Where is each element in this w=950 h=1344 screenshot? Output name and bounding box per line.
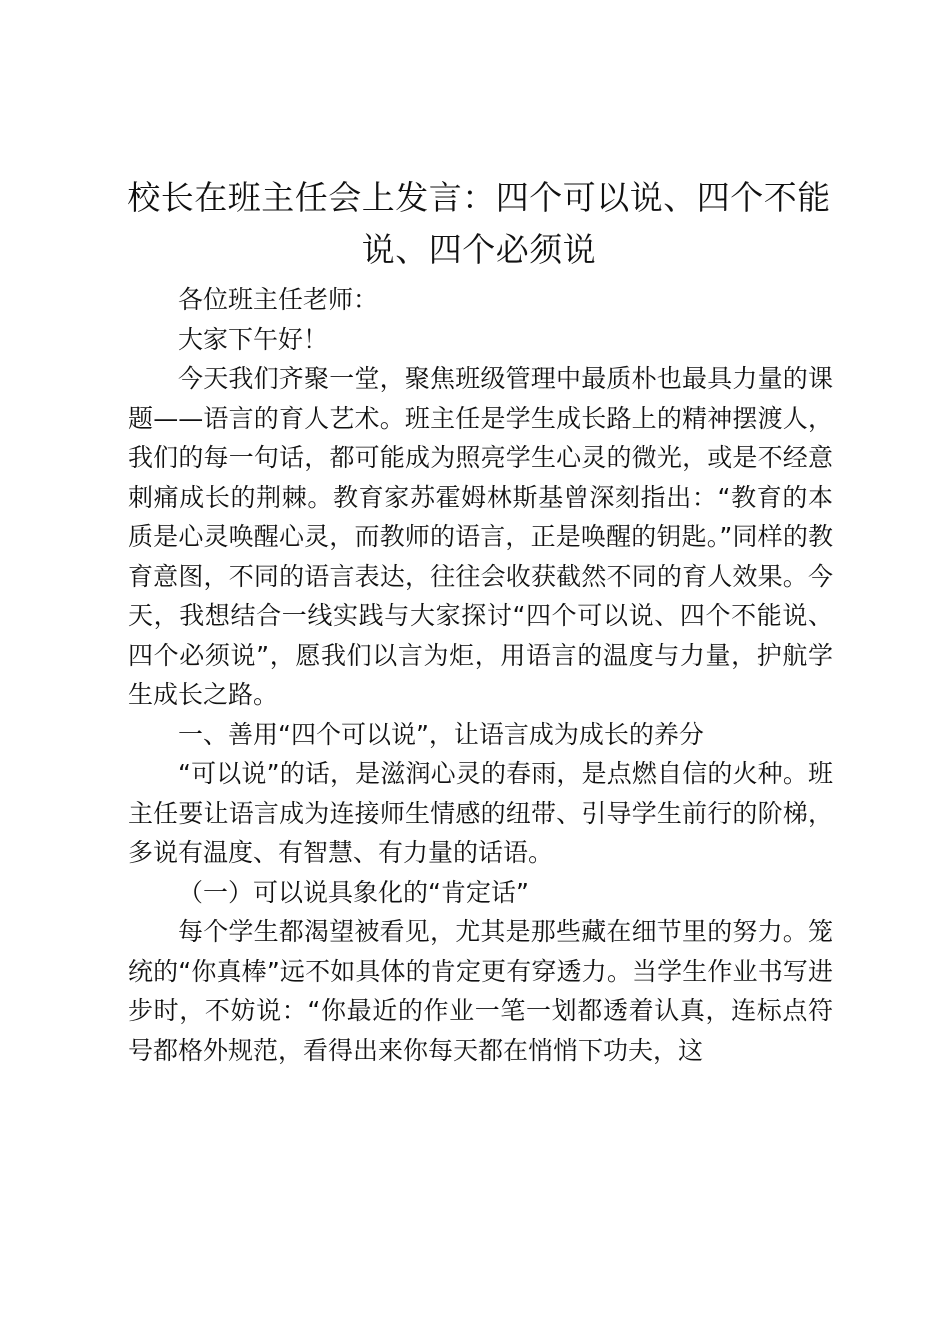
salutation: 各位班主任老师： — [178, 285, 379, 314]
section-heading: 一、善用“四个可以说”，让语言成为成长的养分 — [178, 719, 704, 749]
section-paragraph: “可以说”的话，是滋润心灵的春雨，是点燃自信的火种。班主任要让语言成为连接师生情感的纽带、引导学生前行的阶梯，多说有温度、有智慧、有力量的话语。 — [128, 759, 833, 867]
subsection-heading: （一）可以说具象化的“肯定话” — [178, 877, 529, 907]
greeting: 大家下午好！ — [178, 324, 329, 354]
document-title: 校长在班主任会上发言：四个可以说、四个不能说、四个必须说 — [127, 178, 831, 269]
document-body — [128, 280, 833, 1070]
intro-paragraph: 今天我们齐聚一堂，聚焦班级管理中最质朴也最具力量的课题——语言的育人艺术。班主任是学生成长路上的精神摆渡人，我们的每一句话，都可能成为照亮学生心灵的微光，或是不经意刺痛成长的荆棘。教育家苏霍姆林斯基曾深刻指出：“教育的本质是心灵唤醒心灵，而教师的语言，正是唤醒的钥匙。”同样的教育意图，不同的语言表达，往往会收获截然不同的育人效果。今天，我想结合一线实践与大家探讨“四个可以说、四个不能说、四个必须说”，愿我们以言为炬，用语言的温度与力量，护航学生成长之路。 — [128, 364, 833, 709]
subsection-paragraph: 每个学生都渴望被看见，尤其是那些藏在细节里的努力。笼统的“你真棒”远不如具体的肯定更有穿透力。当学生作业书写进步时，不妨说：“你最近的作业一笔一划都透着认真，连标点符号都格外规范，看得出来你每天都在悄悄下功夫，这 — [128, 917, 833, 1065]
